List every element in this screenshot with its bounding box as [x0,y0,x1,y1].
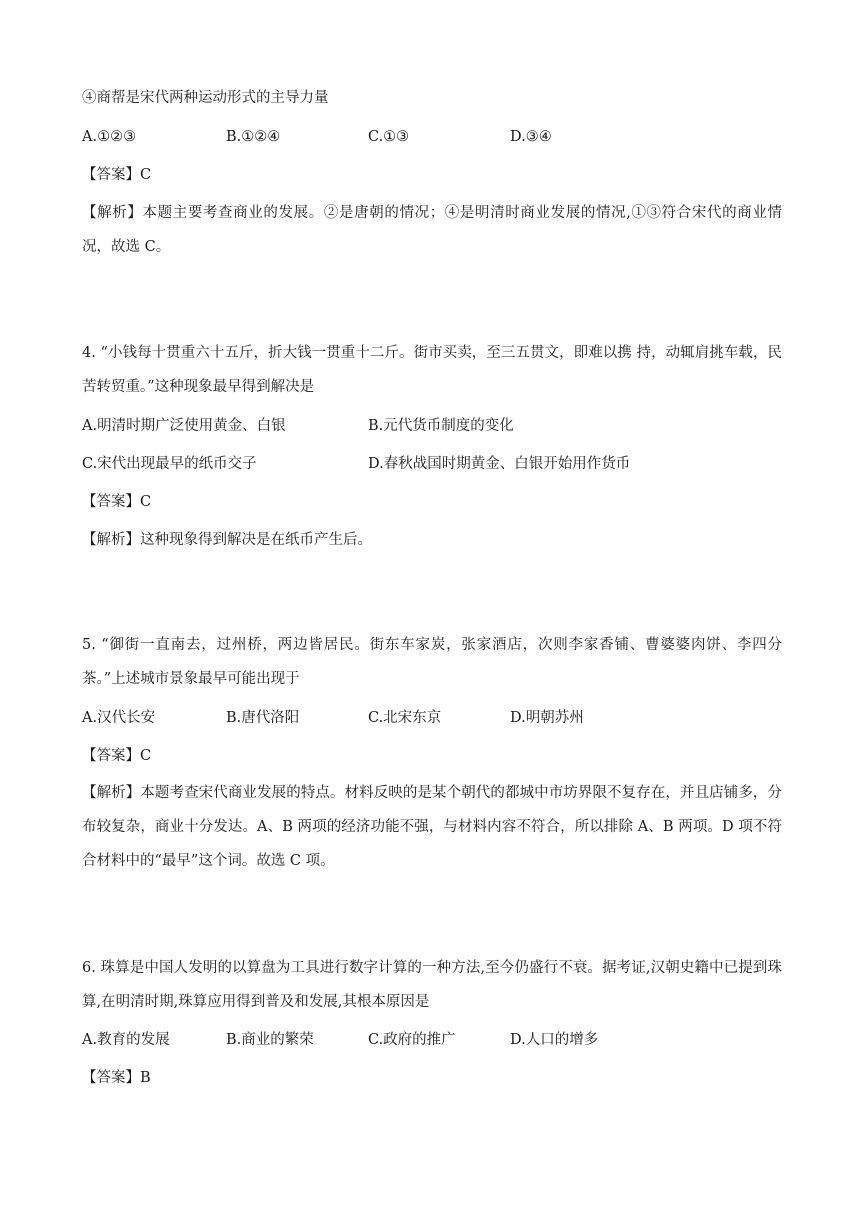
q5-option-d: D.明朝苏州 [510,710,584,726]
q3-answer: 【答案】C [82,167,152,183]
q4-option-a: A.明清时期广泛使用黄金、白银 [82,418,286,434]
q4-option-c: C.宋代出现最早的纸币交子 [82,456,257,472]
q6-stem: 6. 珠算是中国人发明的以算盘为工具进行数字计算的一种方法,至今仍盛行不衰。据考证,汉朝史籍中已提到珠算,在明清时期,珠算应用得到普及和发展,其根本原因是 [82,960,782,1010]
q5-option-b: B.唐代洛阳 [226,710,300,726]
q5-answer: 【答案】C [82,748,152,764]
q4-stem: 4. “小钱每十贯重六十五斤，折大钱一贯重十二斤。街市买卖，至三五贯文，即难以携 持，动辄肩挑车载，民苦转贸重。”这种现象最早得到解决是 [82,345,782,395]
q5-option-a: A.汉代长安 [82,710,156,726]
q5-stem: 5. “御街一直南去，过州桥，两边皆居民。街东车家炭，张家酒店，次则李家香铺、曹婆婆肉饼、李四分茶。”上述城市景象最早可能出现于 [82,637,782,687]
q3-option-b: B.①②④ [226,129,281,145]
q6-option-a: A.教育的发展 [82,1032,170,1048]
q6-answer: 【答案】B [82,1070,151,1086]
q3-item-4: ④商帮是宋代两种运动形式的主导力量 [82,90,329,106]
q5-analysis: 【解析】本题考查宋代商业发展的特点。材料反映的是某个朝代的都城中市坊界限不复存在，并且店铺多，分布较复杂，商业十分发达。A、B 两项的经济功能不强，与材料内容不符合，所以排除 A、B 两项。D 项不符合材料中的“最早”这个词。故选 C 项。 [82,785,782,869]
q6-option-c: C.政府的推广 [368,1032,456,1048]
q4-option-d: D.春秋战国时期黄金、白银开始用作货币 [368,456,631,472]
q3-option-d: D.③④ [510,129,552,145]
q4-answer: 【答案】C [82,494,152,510]
q4-option-b: B.元代货币制度的变化 [368,418,514,434]
q6-option-d: D.人口的增多 [510,1032,599,1048]
q6-option-b: B.商业的繁荣 [226,1032,314,1048]
q4-analysis: 【解析】这种现象得到解决是在纸币产生后。 [82,532,372,548]
q3-option-c: C.①③ [368,129,410,145]
q5-option-c: C.北宋东京 [368,710,442,726]
q3-analysis: 【解析】本题主要考查商业的发展。②是唐朝的情况；④是明清时商业发展的情况,①③符合宋代的商业情况，故选 C。 [82,205,782,255]
q3-option-a: A.①②③ [82,129,137,145]
